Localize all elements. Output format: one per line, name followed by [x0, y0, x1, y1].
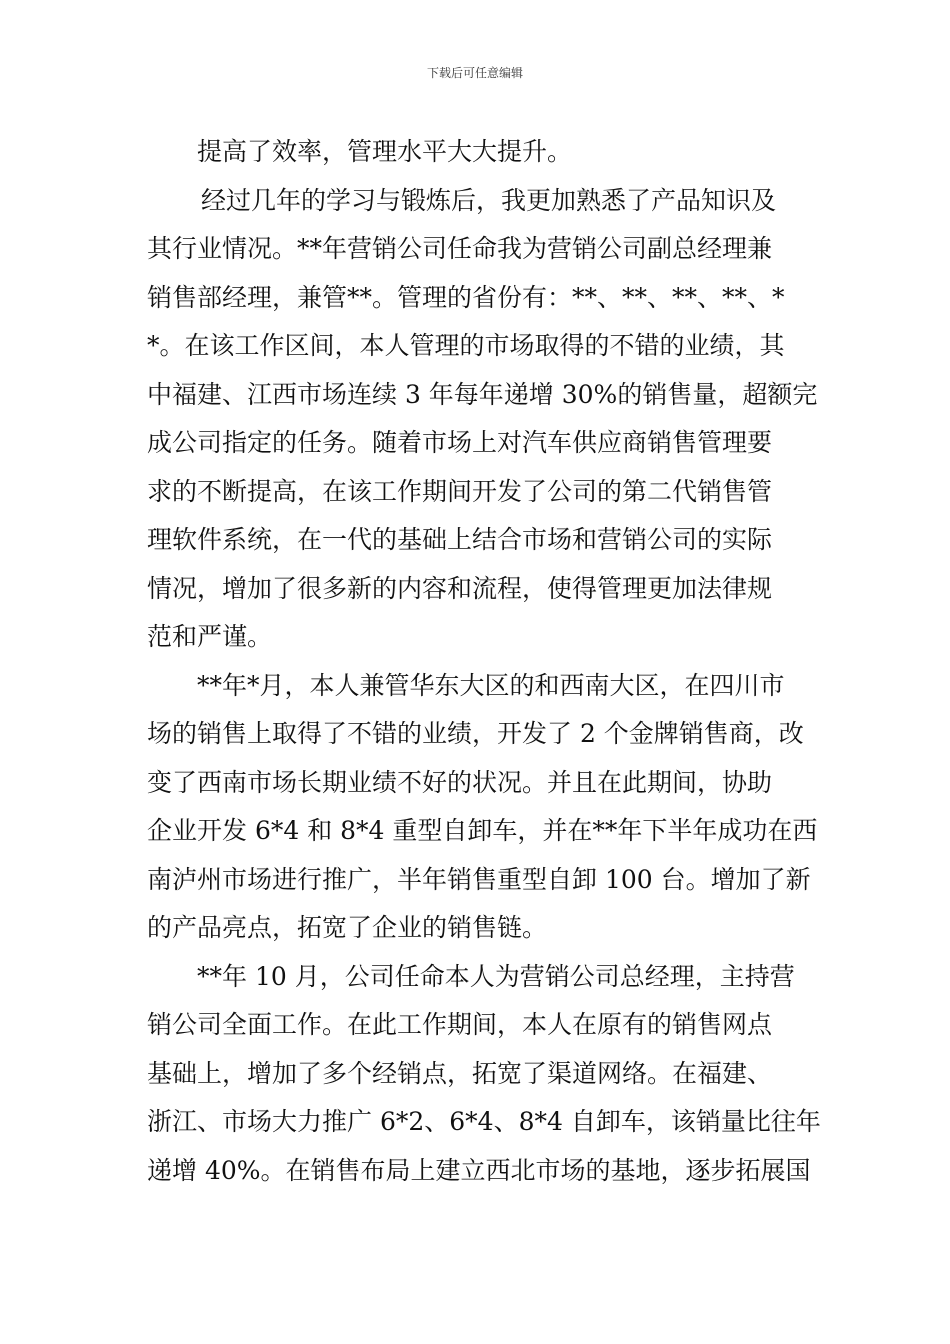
text-line: 范和严谨。: [147, 622, 273, 651]
text-line: 企业开发 6*4 和 8*4 重型自卸车，并在**年下半年成功在西: [147, 816, 818, 845]
text-line: 中福建、江西市场连续 3 年每年递增 30%的销售量，超额完: [147, 379, 818, 409]
paragraph-start-line: 经过几年的学习与锻炼后，我更加熟悉了产品知识及: [201, 185, 777, 215]
text-line: 南泸州市场进行推广，半年销售重型自卸 100 台。增加了新: [147, 864, 811, 894]
text-line: *。在该工作区间，本人管理的市场取得的不错的业绩，其: [147, 331, 785, 360]
paragraph-start-line: **年 10 月，公司任命本人为营销公司总经理，主持营: [197, 961, 795, 991]
page-header: 下载后可任意编辑: [426, 66, 523, 80]
text-line: 的产品亮点，拓宽了企业的销售链。: [147, 913, 548, 942]
text-line: 理软件系统，在一代的基础上结合市场和营销公司的实际: [147, 525, 773, 554]
paragraph-start-line: **年*月，本人兼管华东大区的和西南大区，在四川市: [197, 670, 785, 700]
text-line: 变了西南市场长期业绩不好的状况。并且在此期间，协助: [147, 767, 773, 797]
document-body: [147, 128, 821, 1195]
text-line: 提高了效率，管理水平大大提升。: [197, 137, 573, 166]
text-line: 销公司全面工作。在此工作期间，本人在原有的销售网点: [147, 1010, 773, 1039]
text-line: 递增 40%。在销售布局上建立西北市场的基地，逐步拓展国: [147, 1155, 811, 1185]
text-line: 其行业情况。**年营销公司任命我为营销公司副总经理兼: [147, 234, 773, 263]
text-line: 场的销售上取得了不错的业绩，开发了 2 个金牌销售商，改: [147, 719, 804, 748]
text-line: 成公司指定的任务。随着市场上对汽车供应商销售管理要: [147, 428, 773, 457]
text-line: 情况，增加了很多新的内容和流程，使得管理更加法律规: [147, 573, 773, 603]
text-line: 求的不断提高，在该工作期间开发了公司的第二代销售管: [147, 476, 773, 506]
text-line: 基础上，增加了多个经销点，拓宽了渠道网络。在福建、: [147, 1058, 773, 1088]
text-line: 浙江、市场大力推广 6*2、6*4、8*4 自卸车，该销量比往年: [147, 1107, 821, 1136]
text-line: 销售部经理，兼管**。管理的省份有：**、**、**、**、*: [147, 282, 785, 312]
